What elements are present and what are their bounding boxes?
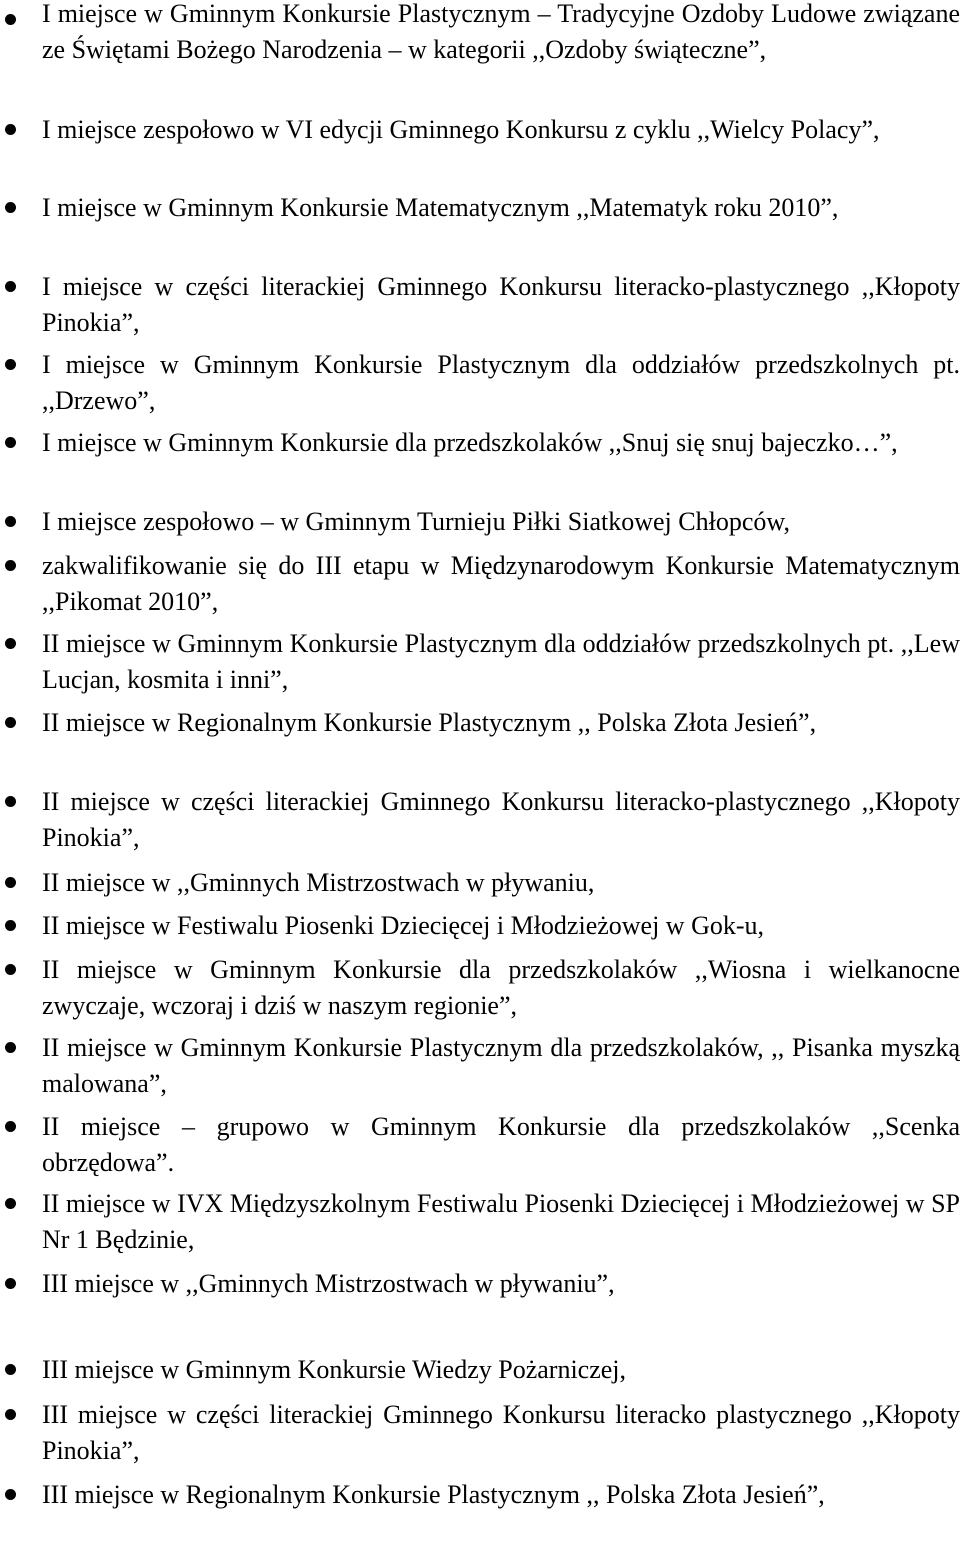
bullet-icon [5,516,16,527]
bullet-icon [5,359,16,370]
list-item-text: III miejsce w Gminnym Konkursie Wiedzy Pożarniczej, [42,1355,627,1384]
bullet-icon [5,560,16,571]
list-item-text: II miejsce w Festiwalu Piosenki Dziecięcej i Młodzieżowej w Gok-u, [42,911,765,940]
list-item-text: I miejsce zespołowo w VI edycji Gminnego Konkursu z cyklu ,,Wielcy Polacy”, [42,115,880,144]
bullet-icon [5,1121,16,1132]
list-item-text: I miejsce w Gminnym Konkursie Plastycznym dla oddziałów przedszkolnych pt. ,,Drzewo”, [42,350,960,415]
bullet-icon [5,920,16,931]
list-item-text: I miejsce w Gminnym Konkursie dla przedszkolaków ,,Snuj się snuj bajeczko…”, [42,428,898,457]
list-item-text: II miejsce w Gminnym Konkursie Plastycznym dla przedszkolaków, ,, Pisanka myszką malowana”, [42,1033,960,1098]
bullet-icon [5,281,16,292]
list-item-text: II miejsce w części literackiej Gminnego Konkursu literacko-plastycznego ,,Kłopoty Pinokia”, [42,787,960,852]
bullet-icon [5,14,16,25]
list-item-text: zakwalifikowanie się do III etapu w Międzynarodowym Konkursie Matematycznym ,,Pikomat 2010”, [42,551,960,616]
list-item-text: II miejsce w IVX Międzyszkolnym Festiwalu Piosenki Dziecięcej i Młodzieżowej w SP Nr 1 Będzinie, [42,1189,960,1254]
bullet-icon [5,202,16,213]
list-item-text: II miejsce w Gminnym Konkursie Plastycznym dla oddziałów przedszkolnych pt. ,,Lew Lucjan, kosmita i inni”, [42,629,960,694]
list-item-text: II miejsce w ,,Gminnych Mistrzostwach w pływaniu, [42,868,595,897]
list-item-text: III miejsce w Regionalnym Konkursie Plastycznym ,, Polska Złota Jesień”, [42,1480,825,1509]
list-item-text: II miejsce – grupowo w Gminnym Konkursie dla przedszkolaków ,,Scenka obrzędowa”. [42,1112,960,1177]
bullet-icon [5,1364,16,1375]
bullet-icon [5,717,16,728]
bullet-icon [5,796,16,807]
list-item-text: II miejsce w Regionalnym Konkursie Plastycznym ,, Polska Złota Jesień”, [42,708,817,737]
bullet-icon [5,124,16,135]
list-item-text: I miejsce w części literackiej Gminnego Konkursu literacko-plastycznego ,,Kłopoty Pinokia”, [42,272,960,337]
bullet-icon [5,1409,16,1420]
bullet-icon [5,877,16,888]
bullet-icon [5,437,16,448]
list-item-text: II miejsce w Gminnym Konkursie dla przedszkolaków ,,Wiosna i wielkanocne zwyczaje, wczoraj i dziś w naszym regionie”, [42,955,960,1020]
bullet-icon [5,964,16,975]
list-item-text: I miejsce w Gminnym Konkursie Matematycznym ,,Matematyk roku 2010”, [42,193,839,222]
list-item-text: I miejsce zespołowo – w Gminnym Turnieju Piłki Siatkowej Chłopców, [42,507,790,536]
bullet-icon [5,1278,16,1289]
list-item-text: I miejsce w Gminnym Konkursie Plastycznym – Tradycyjne Ozdoby Ludowe związane ze Świętami Bożego Narodzenia – w kategorii ,,Ozdoby świąteczne”, [42,0,960,64]
bullet-icon [5,638,16,649]
bullet-icon [5,1042,16,1053]
list-item-text: III miejsce w ,,Gminnych Mistrzostwach w pływaniu”, [42,1269,615,1298]
bullet-icon [5,1489,16,1500]
bullet-icon [5,1198,16,1209]
list-item-text: III miejsce w części literackiej Gminnego Konkursu literacko plastycznego ,,Kłopoty Pinokia”, [42,1400,960,1465]
